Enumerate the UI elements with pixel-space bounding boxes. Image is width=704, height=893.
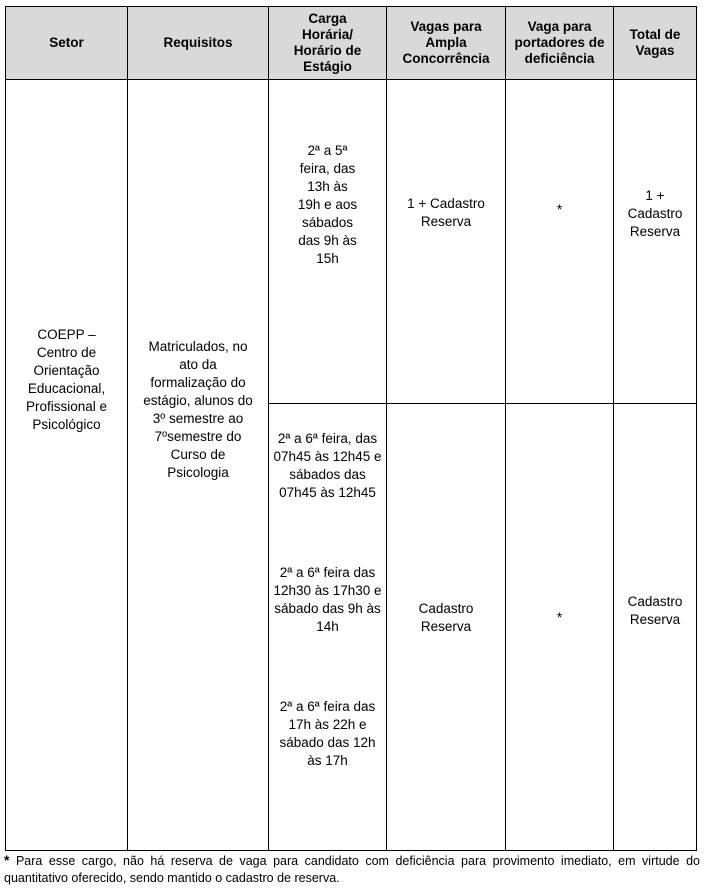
footnote-marker: * (4, 852, 10, 868)
table-bottom-border (5, 850, 697, 851)
footnote (4, 852, 700, 887)
col-border-6 (696, 6, 697, 851)
setor-cell: COEPP – Centro de Orientação Educacional, Profissional e Psicológico (25, 327, 108, 432)
header-deficiencia: Vaga para portadores de deficiência (514, 19, 605, 66)
requisitos-cell: Matriculados, no ato da formalização do estágio, alunos do 3º semestre ao 7ºsemestre do Curso de Psicologia (143, 339, 253, 480)
ampla-row2: Cadastro Reserva (418, 601, 474, 634)
horario-row2-option-3: 2ª a 6ª feira das 17h às 22h e sábado das 12h às 17h (279, 699, 376, 768)
ampla-row1: 1 + Cadastro Reserva (407, 196, 485, 229)
header-setor: Setor (49, 35, 84, 50)
row-divider (268, 403, 697, 404)
horario-row1: 2ª a 5ª feira, das 13h às 19h e aos sábados das 9h às 15h (297, 143, 358, 266)
header-carga-horaria: Carga Horária/ Horário de Estágio (293, 11, 362, 74)
horario-row2-option-2: 2ª a 6ª feira das 12h30 às 17h30 e sábado das 9h às 14h (273, 565, 382, 634)
deficiencia-row1: * (556, 202, 563, 217)
deficiencia-row2: * (556, 610, 563, 625)
col-border-4 (505, 6, 506, 851)
header-ampla-concorrencia: Vagas para Ampla Concorrência (402, 19, 490, 66)
total-row1: 1 + Cadastro Reserva (627, 188, 683, 239)
footnote-text: Para esse cargo, não há reserva de vaga para candidato com deficiência para provimento imediato, em virtude do quantitativo oferecido, sendo mantido o cadastro de reserva. (4, 854, 700, 885)
horario-row2-option-1: 2ª a 6ª feira, das 07h45 às 12h45 e sábados das 07h45 às 12h45 (273, 431, 382, 500)
col-border-5 (613, 6, 614, 851)
header-bottom-border (5, 79, 697, 80)
header-requisitos: Requisitos (163, 35, 233, 50)
total-row2: Cadastro Reserva (627, 594, 683, 627)
col-border-3 (386, 6, 387, 851)
header-total-vagas: Total de Vagas (629, 27, 681, 58)
